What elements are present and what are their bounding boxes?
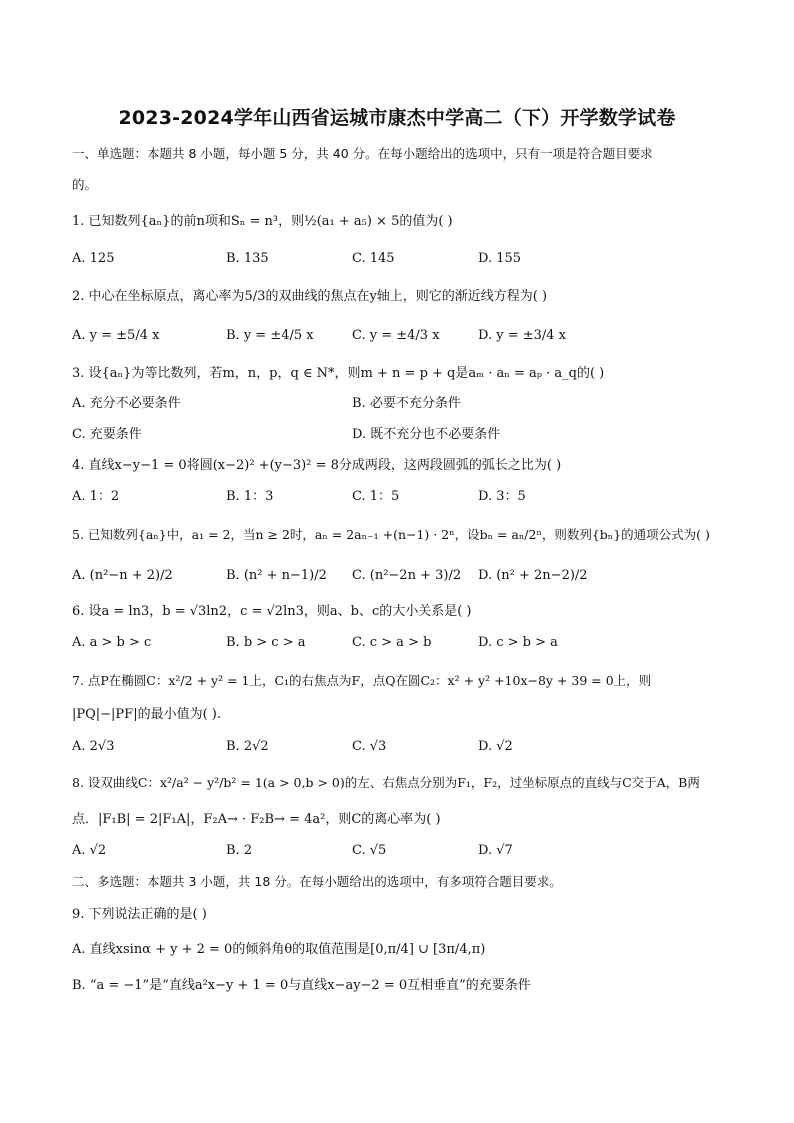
question-1-option-b: B. 135 [226, 251, 269, 266]
question-8-stem-line-1: 8. 设双曲线C：x²/a² − y²/b² = 1(a > 0,b > 0)的左、右焦点分别为F₁，F₂，过坐标原点的直线与C交于A，B两 [72, 775, 700, 790]
question-4-option-a: A. 1：2 [72, 489, 120, 504]
question-5-option-c: C. (n²−2n + 3)/2 [352, 568, 462, 583]
question-6-option-c: C. c > a > b [352, 635, 432, 650]
question-2-option-c: C. y = ±4/3 x [352, 328, 440, 343]
question-6-option-a: A. a > b > c [72, 635, 152, 650]
question-2-option-a: A. y = ±5/4 x [72, 328, 160, 343]
question-3-option-a: A. 充分不必要条件 [72, 396, 181, 411]
question-9-stem: 9. 下列说法正确的是( ) [72, 907, 207, 922]
question-4-stem: 4. 直线x−y−1 = 0将圆(x−2)² +(y−3)² = 8分成两段，这两段圆弧的弧长之比为( ) [72, 458, 562, 473]
question-1-option-c: C. 145 [352, 251, 395, 266]
question-9-option-a: A. 直线xsinα + y + 2 = 0的倾斜角θ的取值范围是[0,π/4] ∪ [3π/4,π) [72, 942, 486, 957]
question-6-option-b: B. b > c > a [226, 635, 306, 650]
question-3-option-d: D. 既不充分也不必要条件 [352, 427, 501, 442]
exam-title: 2023-2024学年山西省运城市康杰中学高二（下）开学数学试卷 [118, 107, 676, 129]
question-9-option-b: B. “a = −1”是“直线a²x−y + 1 = 0与直线x−ay−2 = 0互相垂直”的充要条件 [72, 978, 531, 993]
question-4-option-d: D. 3：5 [478, 489, 526, 504]
section-2-heading: 二、多选题：本题共 3 小题，共 18 分。在每小题给出的选项中，有多项符合题目要求。 [72, 874, 562, 889]
question-1-stem: 1. 已知数列{aₙ}的前n项和Sₙ = n³，则½(a₁ + a₅) × 5的值为( ) [72, 214, 453, 229]
question-1-option-a: A. 125 [72, 251, 115, 266]
question-7-stem-line-1: 7. 点P在椭圆C：x²/2 + y² = 1上，C₁的右焦点为F，点Q在圆C₂：x² + y² +10x−8y + 39 = 0上，则 [72, 673, 652, 688]
question-3-option-b: B. 必要不充分条件 [352, 396, 461, 411]
question-7-option-d: D. √2 [478, 739, 513, 754]
question-6-stem: 6. 设a = ln3，b = √3ln2，c = √2ln3，则a、b、c的大小关系是( ) [72, 604, 472, 619]
question-4-option-c: C. 1：5 [352, 489, 400, 504]
question-8-option-a: A. √2 [72, 843, 107, 858]
question-8-option-b: B. 2 [226, 843, 253, 858]
question-5-option-d: D. (n² + 2n−2)/2 [478, 568, 588, 583]
question-7-option-b: B. 2√2 [226, 739, 269, 754]
question-7-option-c: C. √3 [352, 739, 387, 754]
question-8-option-c: C. √5 [352, 843, 387, 858]
question-5-option-a: A. (n²−n + 2)/2 [72, 568, 173, 583]
question-2-option-d: D. y = ±3/4 x [478, 328, 567, 343]
section-1-heading-line-1: 一、单选题：本题共 8 小题，每小题 5 分，共 40 分。在每小题给出的选项中，只有一项是符合题目要求 [72, 146, 653, 161]
section-1-heading-line-2: 的。 [72, 177, 98, 192]
question-2-stem: 2. 中心在坐标原点，离心率为5/3的双曲线的焦点在y轴上，则它的渐近线方程为( ) [72, 289, 548, 304]
question-5-option-b: B. (n² + n−1)/2 [226, 568, 327, 583]
question-8-stem-line-2: 点．|F₁B| = 2|F₁A|，F₂A→ · F₂B→ = 4a²，则C的离心率为( ) [72, 812, 441, 827]
question-7-stem-line-2: |PQ|−|PF|的最小值为( ). [72, 707, 221, 722]
question-6-option-d: D. c > b > a [478, 635, 558, 650]
question-7-option-a: A. 2√3 [72, 739, 115, 754]
question-2-option-b: B. y = ±4/5 x [226, 328, 314, 343]
question-3-option-c: C. 充要条件 [72, 427, 142, 442]
question-4-option-b: B. 1：3 [226, 489, 274, 504]
question-3-stem: 3. 设{aₙ}为等比数列，若m，n，p，q ∈ N*，则m + n = p + q是aₘ · aₙ = aₚ · a_q的( ) [72, 366, 605, 381]
question-5-stem: 5. 已知数列{aₙ}中，a₁ = 2，当n ≥ 2时，aₙ = 2aₙ₋₁ +(n−1) · 2ⁿ，设bₙ = aₙ/2ⁿ，则数列{bₙ}的通项公式为( ) [72, 527, 710, 542]
question-8-option-d: D. √7 [478, 843, 513, 858]
question-1-option-d: D. 155 [478, 251, 522, 266]
